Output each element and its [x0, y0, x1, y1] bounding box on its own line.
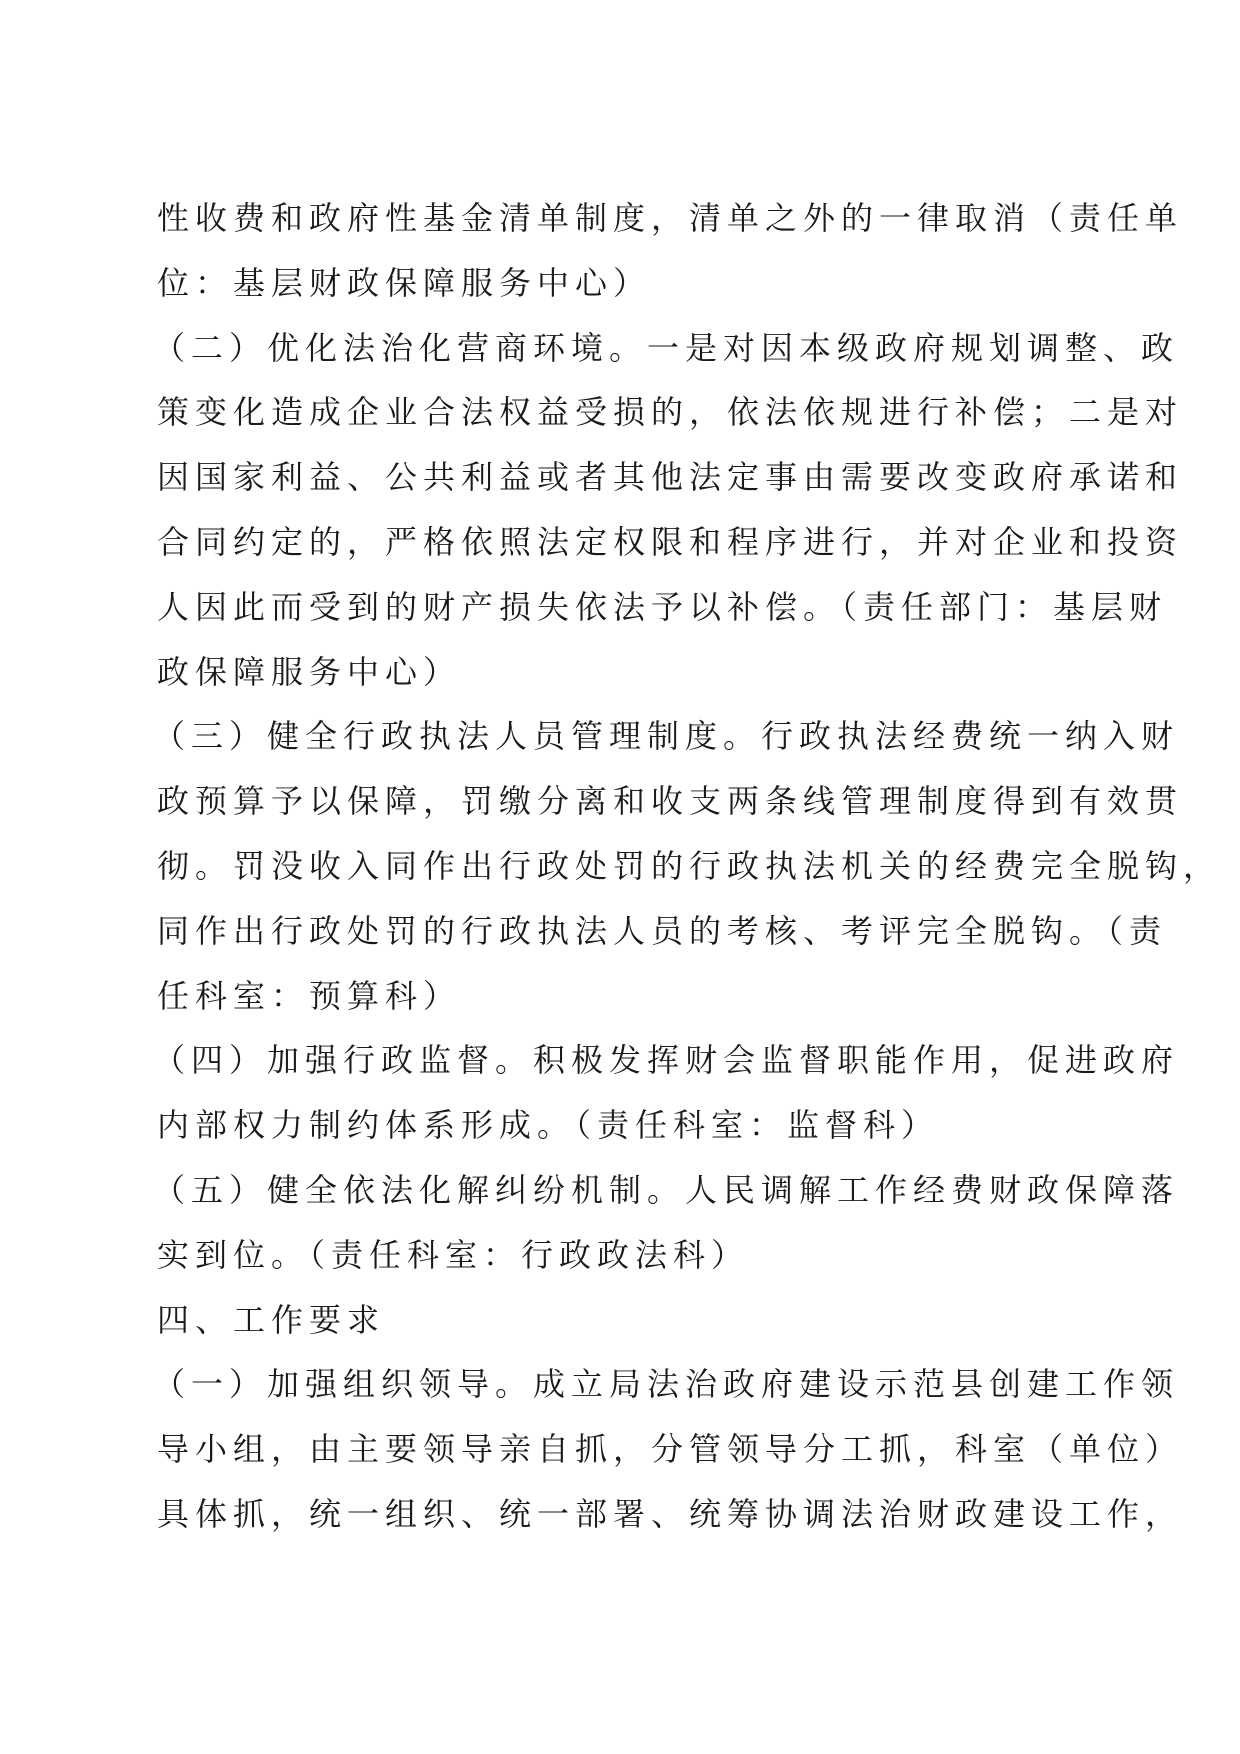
- text-line: 实到位。（责任科室：行政政法科）: [157, 1235, 750, 1274]
- text-line: 政保障服务中心）: [157, 652, 462, 691]
- document-body: [153, 186, 1222, 1547]
- text-line: 具体抓，统一组织、统一部署、统筹协调法治财政建设工作，: [157, 1494, 1184, 1533]
- text-line: 导小组，由主要领导亲自抓，分管领导分工抓，科室（单位）: [157, 1430, 1184, 1469]
- text-line: 人因此而受到的财产损失依法予以补偿。（责任部门：基层财: [157, 587, 1168, 626]
- text-line: 合同约定的，严格依照法定权限和程序进行，并对企业和投资: [157, 522, 1184, 561]
- text-line: 性收费和政府性基金清单制度，清单之外的一律取消（责任单: [157, 199, 1184, 237]
- section-heading-4: （四）加强行政监督。积极发挥财会监督职能作用，促进政府: [153, 1041, 1180, 1080]
- text-line: 彻。罚没收入同作出行政处罚的行政执法机关的经费完全脱钩，: [157, 846, 1222, 885]
- chapter-heading-work-requirements: 四、工作要求: [157, 1300, 386, 1339]
- text-line: 政预算予以保障，罚缴分离和收支两条线管理制度得到有效贯: [157, 782, 1184, 821]
- text-line: 策变化造成企业合法权益受损的，依法依规进行补偿；二是对: [157, 393, 1184, 432]
- section-heading-2: （二）优化法治化营商环境。一是对因本级政府规划调整、政: [153, 328, 1180, 367]
- text-line: 任科室：预算科）: [157, 976, 462, 1015]
- section-heading-1: （一）加强组织领导。成立局法治政府建设示范县创建工作领: [153, 1365, 1180, 1404]
- section-heading-5: （五）健全依法化解纠纷机制。人民调解工作经费财政保障落: [153, 1170, 1180, 1209]
- text-line: 同作出行政处罚的行政执法人员的考核、考评完全脱钩。（责: [157, 911, 1168, 950]
- section-heading-3: （三）健全行政执法人员管理制度。行政执法经费统一纳入财: [153, 717, 1180, 756]
- text-line: 位：基层财政保障服务中心）: [157, 263, 652, 302]
- text-line: 因国家利益、公共利益或者其他法定事由需要改变政府承诺和: [157, 458, 1184, 497]
- text-line: 内部权力制约体系形成。（责任科室：监督科）: [157, 1106, 940, 1145]
